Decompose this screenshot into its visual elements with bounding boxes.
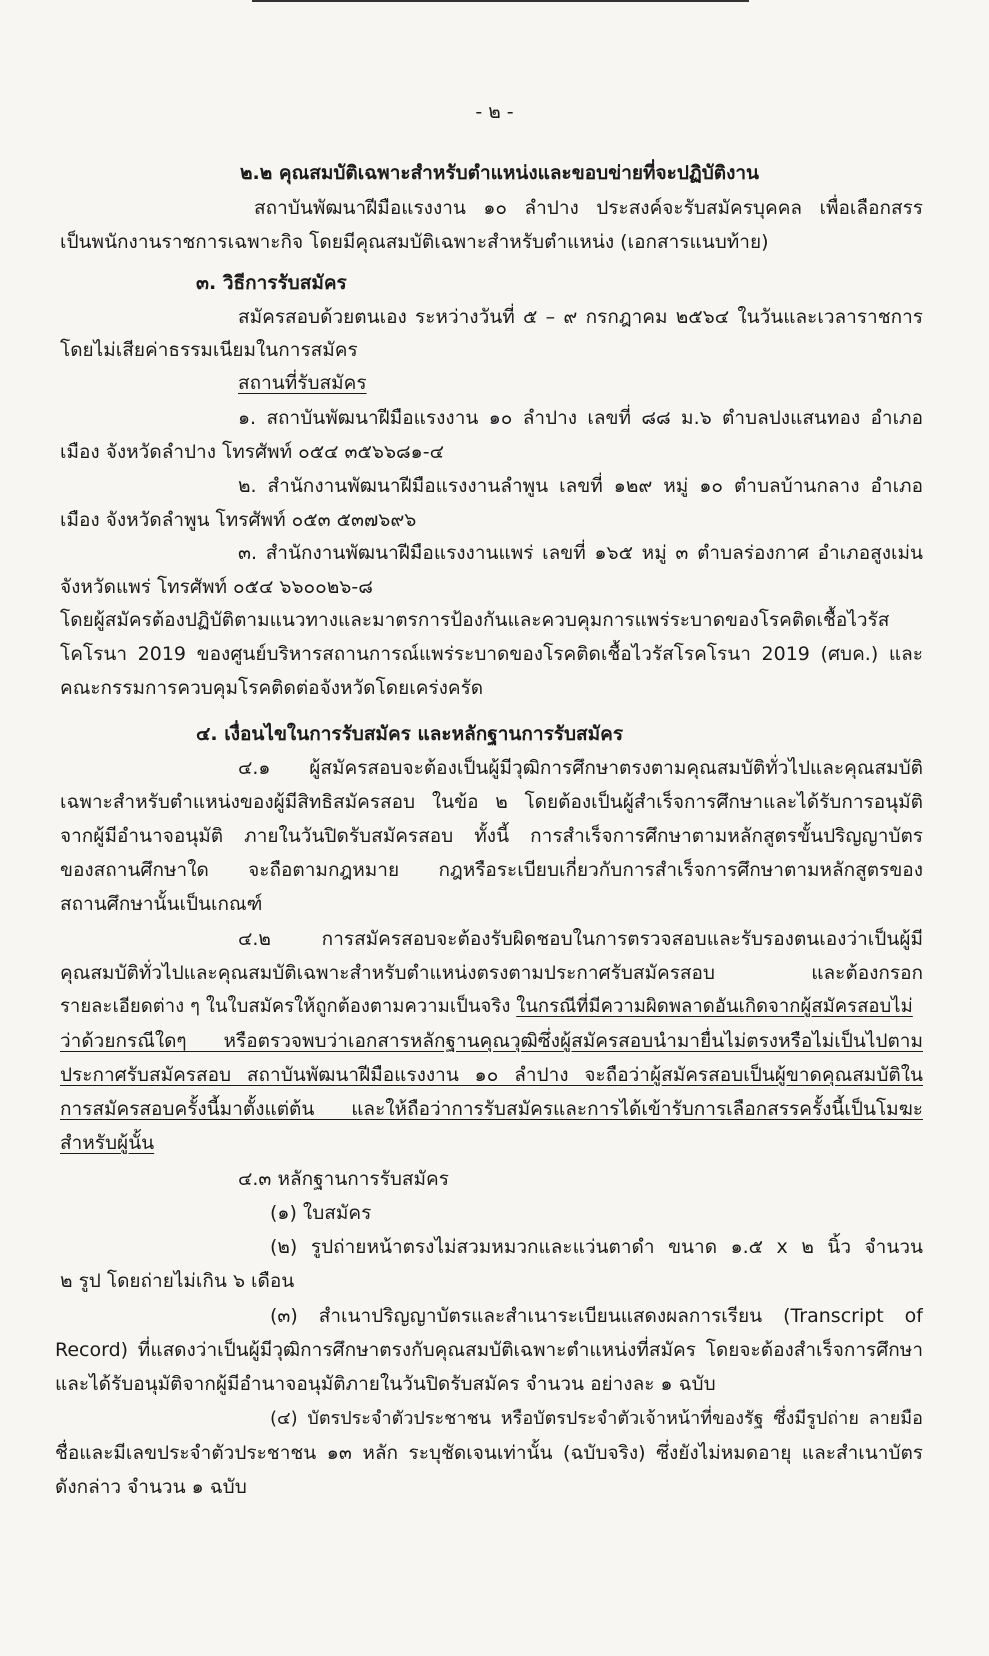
clause-4-2-line-1: ๔.๒ การสมัครสอบจะต้องรับผิดชอบในการตรวจสอบและรับรองตนเองว่าเป็นผู้มี bbox=[238, 928, 923, 950]
evidence-3-line-2: Record) ที่แสดงว่าเป็นผู้มีวุฒิการศึกษาตรงกับคุณสมบัติเฉพาะตำแหน่งที่สมัคร โดยจะต้องสำเร็จการศึกษา bbox=[55, 1339, 923, 1361]
clause-4-2-line-6: การสมัครสอบครั้งนี้มาตั้งแต่ต้น และให้ถือว่าการรับสมัครและการได้เข้ารับการเลือกสรรครั้งนี้เป็นโมฆะ bbox=[60, 1098, 923, 1120]
top-border-line bbox=[252, 0, 749, 2]
clause-4-1-line-3: จากผู้มีอำนาจอนุมัติ ภายในวันปิดรับสมัครสอบ ทั้งนี้ การสำเร็จการศึกษาตามหลักสูตรขั้นปริญญาบัตร bbox=[60, 825, 923, 847]
covid-note-line-1: โดยผู้สมัครต้องปฏิบัติตามแนวทางและมาตรการป้องกันและควบคุมการแพร่ระบาดของโรคติดเชื้อไวรัส bbox=[60, 609, 890, 631]
clause-4-2-line-2: คุณสมบัติทั่วไปและคุณสมบัติเฉพาะสำหรับตำแหน่งตรงตามประกาศรับสมัครสอบ และต้องกรอก bbox=[60, 962, 923, 984]
clause-4-2-line-3 bbox=[60, 992, 923, 1022]
page-number: - ๒ - bbox=[475, 101, 514, 123]
section-4-heading: ๔. เงื่อนไขในการรับสมัคร และหลักฐานการรับสมัคร bbox=[196, 723, 624, 745]
clause-4-2-line-5: ประกาศรับสมัครสอบ สถาบันพัฒนาฝีมือแรงงาน ๑๐ ลำปาง จะถือว่าผู้สมัครสอบเป็นผู้ขาดคุณสมบัติใน bbox=[60, 1064, 923, 1086]
place-2-line-2: เมือง จังหวัดลำพูน โทรศัพท์ ๐๕๓ ๕๓๗๖๙๖ bbox=[60, 509, 417, 531]
clause-4-2-line-3-plain: รายละเอียดต่าง ๆ ในใบสมัครให้ถูกต้องตามความเป็นจริง bbox=[60, 996, 517, 1017]
clause-4-2-line-3-underlined: ในกรณีที่มีความผิดพลาดอันเกิดจากผู้สมัครสอบไม่ bbox=[516, 996, 913, 1017]
clause-4-3-heading: ๔.๓ หลักฐานการรับสมัคร bbox=[238, 1168, 449, 1190]
evidence-4-line-1: (๔) บัตรประจำตัวประชาชน หรือบัตรประจำตัวเจ้าหน้าที่ของรัฐ ซึ่งมีรูปถ่าย ลายมือ bbox=[270, 1408, 923, 1429]
place-3-line-2: จังหวัดแพร่ โทรศัพท์ ๐๕๔ ๖๖๐๐๒๖-๘ bbox=[60, 576, 373, 598]
evidence-2-line-2: ๒ รูป โดยถ่ายไม่เกิน ๖ เดือน bbox=[60, 1270, 295, 1292]
section-2-2-line-1: สถาบันพัฒนาฝีมือแรงงาน ๑๐ ลำปาง ประสงค์จะรับสมัครบุคคล เพื่อเลือกสรร bbox=[254, 197, 923, 219]
clause-4-2-line-4: ว่าด้วยกรณีใดๆ หรือตรวจพบว่าเอกสารหลักฐานคุณวุฒิซึ่งผู้สมัครสอบนำมายื่นไม่ตรงหรือไม่เป็นไปตาม bbox=[60, 1030, 923, 1052]
evidence-4-line-3: ดังกล่าว จำนวน ๑ ฉบับ bbox=[55, 1476, 247, 1498]
evidence-3-line-3: และได้รับอนุมัติจากผู้มีอำนาจอนุมัติภายในวันปิดรับสมัคร จำนวน อย่างละ ๑ ฉบับ bbox=[55, 1373, 716, 1395]
section-2-2-line-2: เป็นพนักงานราชการเฉพาะกิจ โดยมีคุณสมบัติเฉพาะสำหรับตำแหน่ง (เอกสารแนบท้าย) bbox=[60, 231, 769, 253]
clause-4-1-line-2: เฉพาะสำหรับตำแหน่งของผู้มีสิทธิสมัครสอบ ในข้อ ๒ โดยต้องเป็นผู้สำเร็จการศึกษาและได้รับการอนุมัติ bbox=[60, 791, 923, 813]
section-3-heading: ๓. วิธีการรับสมัคร bbox=[196, 272, 347, 294]
evidence-1: (๑) ใบสมัคร bbox=[270, 1202, 372, 1224]
covid-note-line-3: คณะกรรมการควบคุมโรคติดต่อจังหวัดโดยเคร่งครัด bbox=[60, 677, 484, 699]
section-3-line-1: สมัครสอบด้วยตนเอง ระหว่างวันที่ ๕ – ๙ กรกฎาคม ๒๕๖๔ ในวันและเวลาราชการ bbox=[238, 306, 923, 328]
clause-4-2-line-7: สำหรับผู้นั้น bbox=[60, 1132, 155, 1154]
clause-4-1-line-5: สถานศึกษานั้นเป็นเกณฑ์ bbox=[60, 893, 263, 915]
evidence-3-line-1: (๓) สำเนาปริญญาบัตรและสำเนาระเบียนแสดงผลการเรียน (Transcript of bbox=[270, 1305, 923, 1327]
place-2-line-1: ๒. สำนักงานพัฒนาฝีมือแรงงานลำพูน เลขที่ ๑๒๙ หมู่ ๑๐ ตำบลบ้านกลาง อำเภอ bbox=[238, 475, 923, 497]
evidence-2-line-1: (๒) รูปถ่ายหน้าตรงไม่สวมหมวกและแว่นตาดำ ขนาด ๑.๕ x ๒ นิ้ว จำนวน bbox=[270, 1236, 923, 1258]
place-1-line-1: ๑. สถาบันพัฒนาฝีมือแรงงาน ๑๐ ลำปาง เลขที่ ๘๘ ม.๖ ตำบลปงแสนทอง อำเภอ bbox=[238, 407, 923, 429]
covid-note-line-2: โคโรนา 2019 ของศูนย์บริหารสถานการณ์แพร่ระบาดของโรคติดเชื้อไวรัสโรคโรนา 2019 (ศบค.) และ bbox=[60, 643, 923, 665]
place-1-line-2: เมือง จังหวัดลำปาง โทรศัพท์ ๐๕๔ ๓๕๖๖๘๑-๔ bbox=[60, 441, 444, 463]
application-places-heading: สถานที่รับสมัคร bbox=[238, 372, 367, 394]
clause-4-1-line-4: ของสถานศึกษาใด จะถือตามกฎหมาย กฎหรือระเบียบเกี่ยวกับการสำเร็จการศึกษาตามหลักสูตรของ bbox=[60, 859, 923, 881]
section-2-2-heading: ๒.๒ คุณสมบัติเฉพาะสำหรับตำแหน่งและขอบข่ายที่จะปฏิบัติงาน bbox=[240, 162, 760, 184]
section-3-line-2: โดยไม่เสียค่าธรรมเนียมในการสมัคร bbox=[60, 339, 358, 361]
evidence-4-line-2: ชื่อและมีเลขประจำตัวประชาชน ๑๓ หลัก ระบุชัดเจนเท่านั้น (ฉบับจริง) ซึ่งยังไม่หมดอายุ และสำเนาบัตร bbox=[55, 1442, 923, 1464]
clause-4-1-line-1: ๔.๑ ผู้สมัครสอบจะต้องเป็นผู้มีวุฒิการศึกษาตรงตามคุณสมบัติทั่วไปและคุณสมบัติ bbox=[238, 757, 923, 779]
place-3-line-1: ๓. สำนักงานพัฒนาฝีมือแรงงานแพร่ เลขที่ ๑๖๕ หมู่ ๓ ตำบลร่องกาศ อำเภอสูงเม่น bbox=[238, 542, 923, 564]
